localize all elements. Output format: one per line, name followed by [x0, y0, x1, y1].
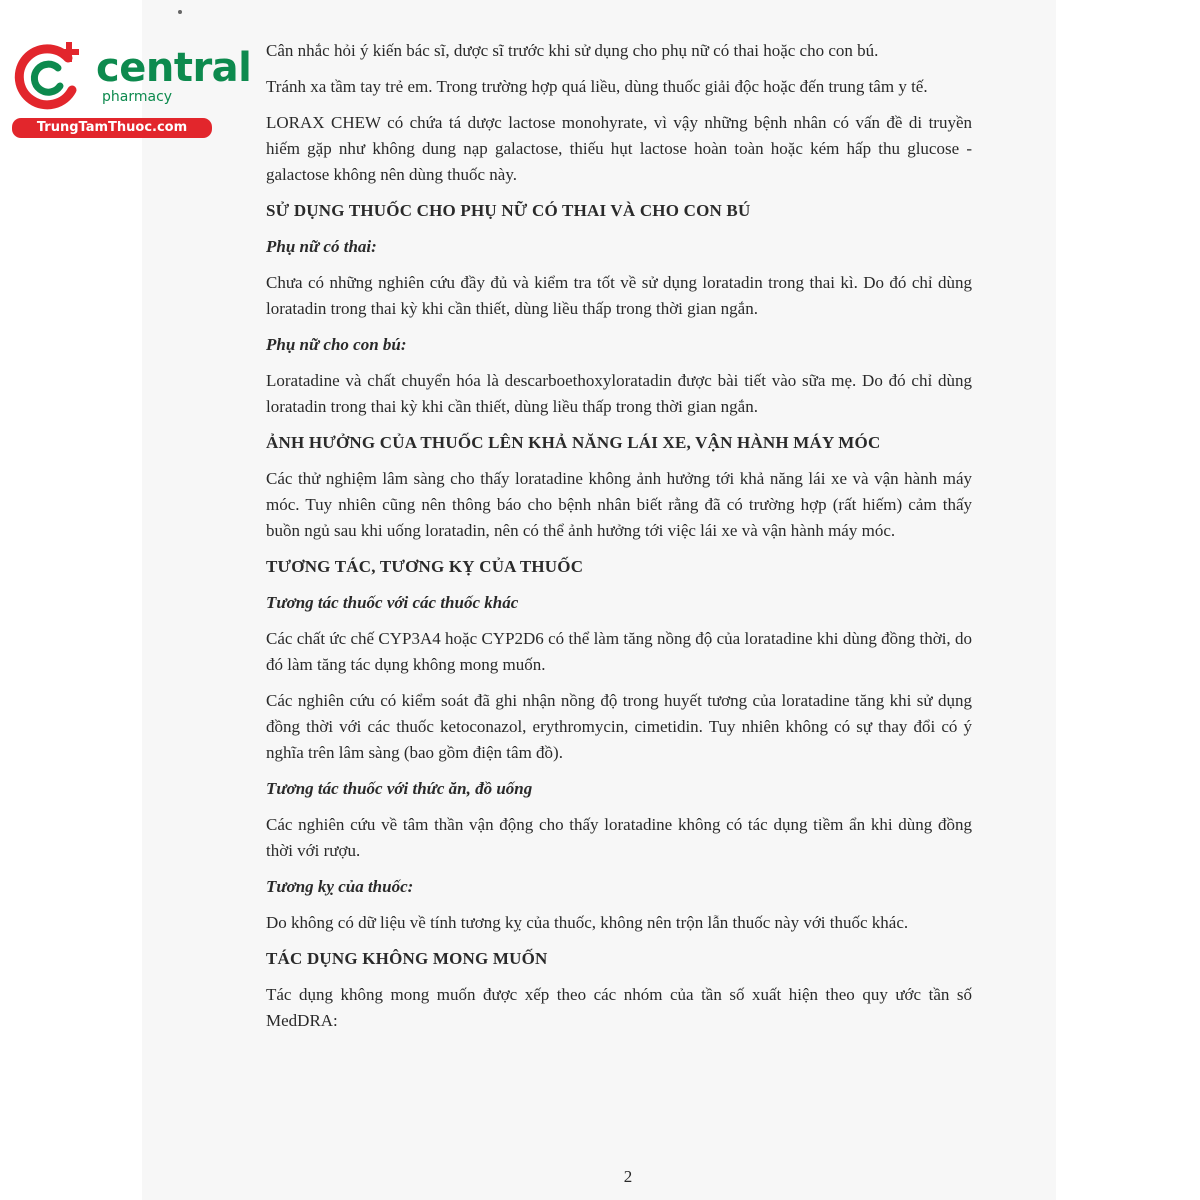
section-heading: TƯƠNG TÁC, TƯƠNG KỴ CỦA THUỐC [266, 557, 584, 576]
page-number: 2 [623, 1167, 633, 1186]
brand-subtitle: pharmacy [102, 89, 173, 105]
document-body [266, 38, 972, 1044]
subheading: Tương tác thuốc với các thuốc khác [266, 593, 519, 612]
paragraph: Các chất ức chế CYP3A4 hoặc CYP2D6 có thể làm tăng nồng độ của loratadine khi dùng đồng thời, do đó làm tăng tác dụng không mong muốn. [266, 629, 972, 674]
paragraph: Do không có dữ liệu về tính tương kỵ của thuốc, không nên trộn lẫn thuốc này với thuốc khác. [266, 913, 909, 932]
paragraph: Chưa có những nghiên cứu đầy đủ và kiểm tra tốt về sử dụng loratadin trong thai kì. Do đó chỉ dùng loratadin trong thai kỳ khi cần thiết, dùng liều thấp trong thời gian ngắn. [266, 273, 972, 318]
subheading: Phụ nữ có thai: [266, 237, 377, 256]
subheading: Phụ nữ cho con bú: [266, 335, 407, 354]
paragraph: Tác dụng không mong muốn được xếp theo các nhóm của tần số xuất hiện theo quy ước tần số MedDRA: [266, 985, 972, 1030]
paragraph: Cân nhắc hỏi ý kiến bác sĩ, dược sĩ trước khi sử dụng cho phụ nữ có thai hoặc cho con bú. [266, 41, 879, 60]
subheading: Tương tác thuốc với thức ăn, đồ uống [266, 779, 533, 798]
section-heading: SỬ DỤNG THUỐC CHO PHỤ NỮ CÓ THAI VÀ CHO CON BÚ [266, 201, 751, 220]
section-heading: ẢNH HƯỞNG CỦA THUỐC LÊN KHẢ NĂNG LÁI XE, VẬN HÀNH MÁY MÓC [266, 433, 881, 452]
central-logo-icon [10, 38, 90, 118]
brand-website[interactable]: TrungTamThuoc.com [12, 118, 212, 138]
paragraph: Tránh xa tầm tay trẻ em. Trong trường hợp quá liều, dùng thuốc giải độc hoặc đến trung tâm y tế. [266, 77, 928, 96]
scan-mark [178, 10, 182, 14]
paragraph: Các nghiên cứu về tâm thần vận động cho thấy loratadine không có tác dụng tiềm ẩn khi dùng đồng thời với rượu. [266, 815, 972, 860]
paragraph: Các nghiên cứu có kiểm soát đã ghi nhận nồng độ trong huyết tương của loratadine tăng khi sử dụng đồng thời với các thuốc ketoconazol, erythromycin, cimetidin. Tuy nhiên không có sự thay đổi có ý nghĩa trên lâm sàng (bao gồm điện tâm đồ). [266, 691, 972, 762]
paragraph: LORAX CHEW có chứa tá dược lactose monohyrate, vì vậy những bệnh nhân có vấn đề di truyền hiếm gặp như không dung nạp galactose, thiếu hụt lactose hoàn toàn hoặc kém hấp thu glucose - galactose không nên dùng thuốc này. [266, 113, 972, 184]
subheading: Tương kỵ của thuốc: [266, 877, 414, 896]
paragraph: Các thử nghiệm lâm sàng cho thấy loratadine không ảnh hưởng tới khả năng lái xe và vận hành máy móc. Tuy nhiên cũng nên thông báo cho bệnh nhân biết rằng đã có trường hợp (rất hiếm) cảm thấy buồn ngủ sau khi uống loratadin, nên có thể ảnh hưởng tới việc lái xe và vận hành máy móc. [266, 469, 972, 540]
paragraph: Loratadine và chất chuyển hóa là descarboethoxyloratadin được bài tiết vào sữa mẹ. Do đó chỉ dùng loratadin trong thai kỳ khi cần thiết, dùng liều thấp trong thời gian ngắn. [266, 371, 972, 416]
section-heading: TÁC DỤNG KHÔNG MONG MUỐN [266, 949, 548, 968]
brand-name: central [96, 45, 252, 91]
central-pharmacy-logo[interactable] [10, 38, 252, 138]
